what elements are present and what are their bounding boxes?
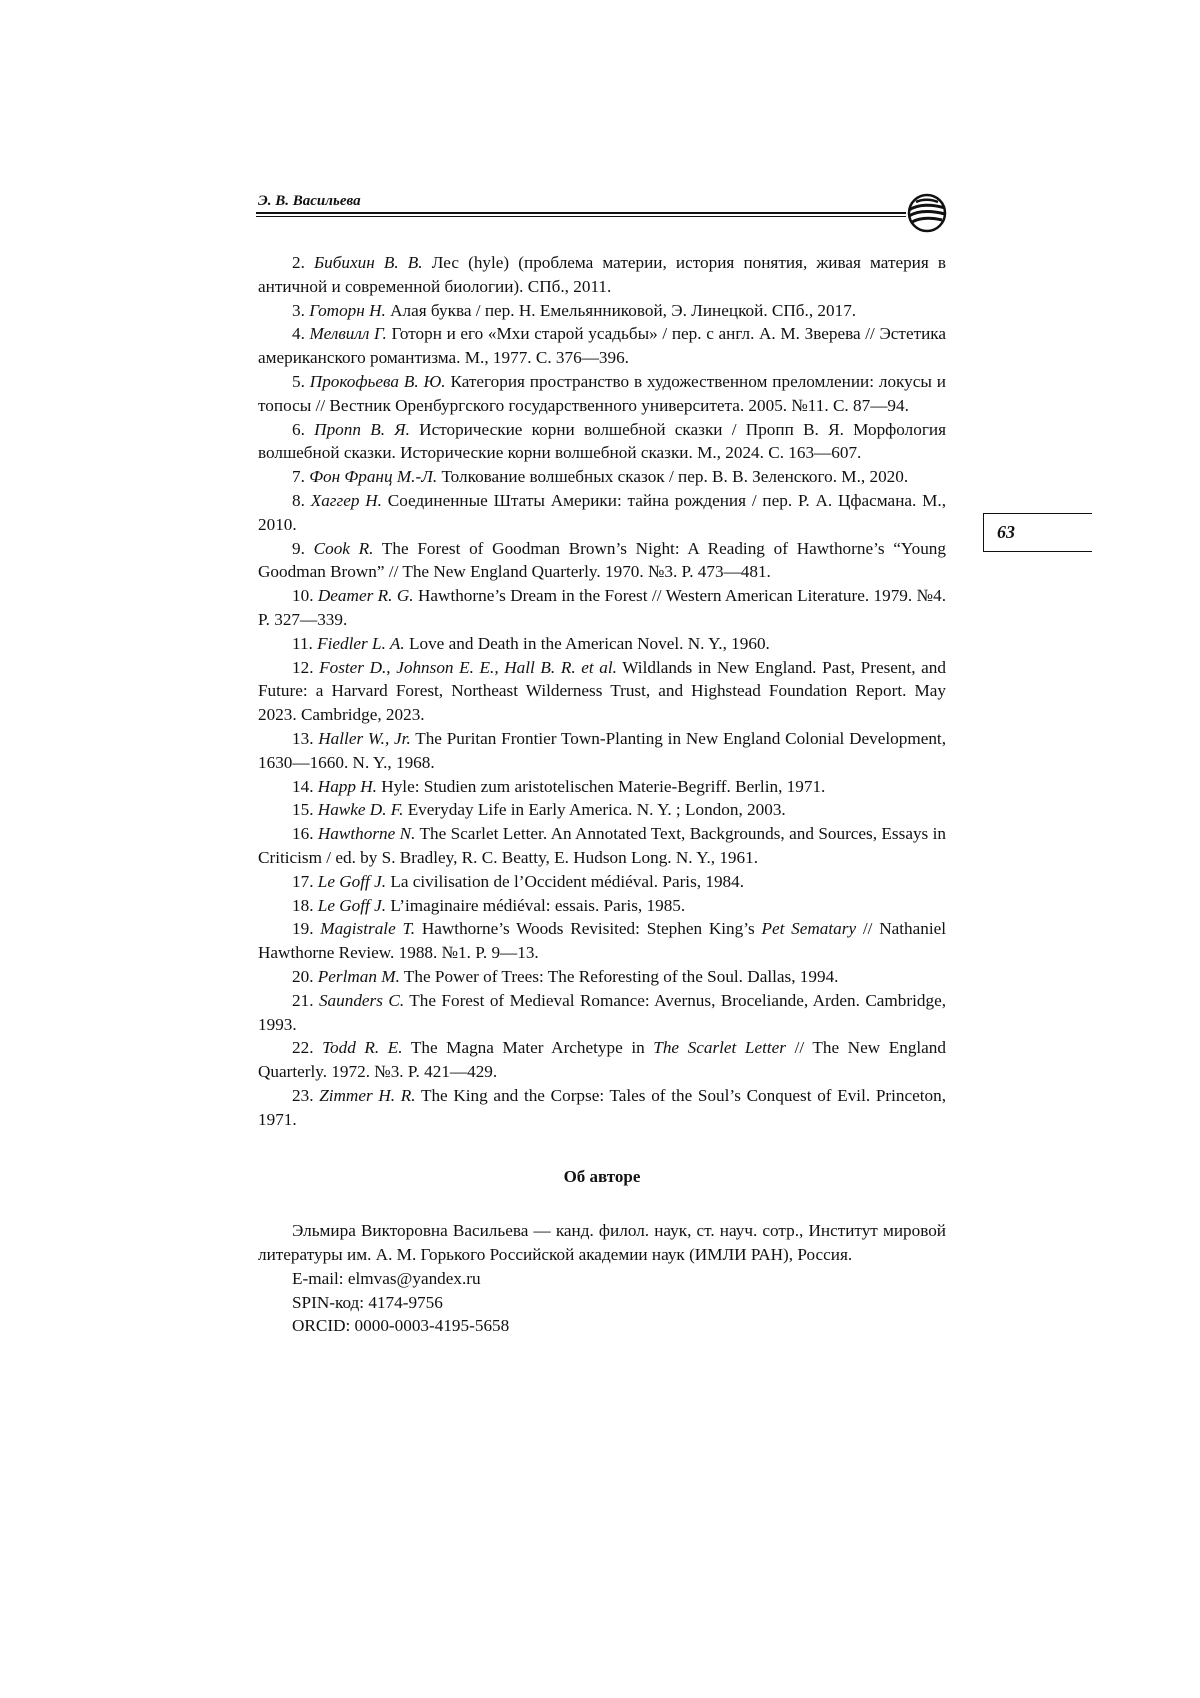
reference-number: 20. (292, 966, 314, 986)
reference-text: Лес (hyle) (проблема материи, история понятия, живая материя в античной и современной биологии). СПб., 2011. (258, 253, 947, 296)
reference-number: 7. (292, 467, 305, 487)
reference-item (258, 537, 946, 585)
reference-text: The Puritan Frontier Town-Planting in New England Colonial Development, 1630—1660. N. Y., 1968. (258, 728, 946, 772)
reference-number: 8. (292, 490, 305, 510)
reference-number: 12. (292, 657, 314, 677)
running-head: Э. В. Васильева (258, 193, 361, 209)
reference-number: 19. (292, 919, 314, 939)
reference-number: 16. (292, 824, 314, 844)
reference-text: Wildlands in New England. Past, Present, and Future: a Harvard Forest, Northeast Wilderness Trust, and Highstead Foundation Report. May 2023. Cambridge, 2023. (258, 657, 946, 725)
reference-author: Прокофьева В. Ю. (309, 371, 446, 391)
reference-text: The Forest of Goodman Brown’s Night: A Reading of Hawthorne’s “Young Goodman Brown” // The New England Quarterly. 1970. №3. P. 473—481. (258, 538, 946, 582)
reference-item (258, 418, 946, 466)
reference-item (258, 870, 946, 894)
reference-text: Соединенные Штаты Америки: тайна рождения / пер. Р. А. Цфасмана. М., 2010. (258, 490, 946, 534)
reference-number: 3. (292, 300, 305, 320)
reference-text: // Nathaniel Hawthorne Review. 1988. №1. P. 9—13. (258, 919, 947, 963)
reference-item (258, 989, 946, 1037)
reference-author: Zimmer H. R. (319, 1085, 416, 1105)
reference-author: Готорн Н. (309, 300, 386, 320)
reference-text: Hawthorne’s Dream in the Forest // Western American Literature. 1979. №4. P. 327—339. (258, 586, 946, 629)
reference-item (258, 1084, 946, 1132)
reference-text: Алая буква / пер. Н. Емельянниковой, Э. Линецкой. СПб., 2017. (390, 300, 857, 320)
reference-author: Пропп В. Я. (314, 419, 410, 439)
reference-text: The Power of Trees: The Reforesting of the Soul. Dallas, 1994. (403, 966, 839, 986)
reference-number: 13. (292, 728, 314, 748)
author-bio: Эльмира Викторовна Васильева — канд. филол. наук, ст. науч. сотр., Институт мировой литературы им. А. М. Горького Российской академии наук (ИМЛИ РАН), Россия. (258, 1221, 946, 1265)
reference-text: The Forest of Medieval Romance: Avernus, Broceliande, Arden. Cambridge, 1993. (258, 990, 946, 1034)
reference-author: Hawthorne N. (317, 824, 416, 844)
reference-item (258, 775, 946, 799)
header-rule (256, 212, 906, 214)
page-number-box (983, 513, 1092, 552)
reference-author: Мелвилл Г. (309, 324, 387, 344)
reference-number: 5. (292, 371, 305, 391)
journal-logo-icon (904, 193, 950, 233)
reference-author: Cook R. (313, 538, 374, 558)
reference-item (258, 894, 946, 918)
reference-number: 14. (292, 776, 314, 796)
reference-item (258, 656, 946, 727)
page-number: 63 (997, 522, 1015, 542)
reference-item (258, 322, 946, 370)
reference-number: 18. (292, 895, 314, 915)
reference-author: Фон Франц М.-Л. (309, 467, 438, 487)
reference-text: Hawthorne’s Woods Revisited: Stephen King’s (421, 919, 755, 939)
reference-author: Perlman M. (317, 966, 400, 986)
reference-item (258, 251, 946, 299)
reference-number: 17. (292, 871, 314, 891)
author-email: E-mail: elmvas@yandex.ru (292, 1268, 481, 1288)
reference-item (258, 299, 946, 323)
reference-author: Todd R. E. (322, 1038, 403, 1058)
reference-text: The King and the Corpse: Tales of the Soul’s Conquest of Evil. Princeton, 1971. (258, 1085, 947, 1129)
reference-number: 11. (292, 633, 313, 653)
reference-author: Le Goff J. (317, 871, 387, 891)
author-orcid: ORCID: 0000-0003-4195-5658 (292, 1316, 510, 1336)
reference-item (258, 584, 946, 632)
header-rule-thin (256, 216, 906, 217)
reference-number: 22. (292, 1038, 314, 1058)
reference-number: 4. (292, 324, 305, 344)
reference-author: Hawke D. F. (317, 800, 404, 820)
reference-text: Категория пространство в художественном преломлении: локусы и топосы // Вестник Оренбургского государственного университета. 2005. №11. С. 87—94. (258, 371, 947, 415)
reference-text: La civilisation de l’Occident médiéval. Paris, 1984. (390, 871, 745, 891)
reference-italic-title: The Scarlet Letter (653, 1038, 786, 1058)
reference-number: 9. (292, 538, 305, 558)
reference-number: 23. (292, 1085, 314, 1105)
reference-number: 10. (292, 586, 314, 606)
reference-item (258, 1036, 946, 1084)
reference-number: 21. (292, 990, 314, 1010)
reference-text: The Magna Mater Archetype in (410, 1038, 645, 1058)
reference-text: Everyday Life in Early America. N. Y. ; London, 2003. (407, 800, 786, 820)
reference-author: Le Goff J. (317, 895, 387, 915)
reference-text: L’imaginaire médiéval: essais. Paris, 1985. (390, 895, 686, 915)
reference-item (258, 727, 946, 775)
reference-number: 6. (292, 419, 305, 439)
reference-author: Saunders C. (318, 990, 405, 1010)
reference-text: Готорн и его «Мхи старой усадьбы» / пер. с англ. А. М. Зверева // Эстетика американского романтизма. М., 1977. С. 376—396. (258, 324, 947, 368)
reference-text: Толкование волшебных сказок / пер. В. В. Зеленского. М., 2020. (441, 467, 909, 487)
reference-item (258, 822, 946, 870)
reference-item (258, 917, 946, 965)
reference-text: // The New England Quarterly. 1972. №3. P. 421—429. (258, 1038, 946, 1082)
reference-item (258, 489, 946, 537)
about-author-title: Об авторе (563, 1167, 641, 1187)
reference-number: 2. (292, 253, 305, 272)
reference-list (258, 251, 946, 1131)
reference-italic-title: Pet Sematary (761, 919, 857, 939)
reference-author: Бибихин В. В. (314, 253, 423, 272)
reference-author: Haller W., Jr. (318, 728, 411, 748)
reference-item (258, 370, 946, 418)
reference-text: The Scarlet Letter. An Annotated Text, Backgrounds, and Sources, Essays in Criticism / ed. by S. Bradley, R. C. Beatty, E. Hudson Long. N. Y., 1961. (258, 824, 946, 867)
reference-item (258, 632, 946, 656)
article-content (258, 251, 946, 1338)
reference-text: Hyle: Studien zum aristotelischen Materie-Begriff. Berlin, 1971. (381, 776, 826, 796)
author-spin: SPIN-код: 4174-9756 (292, 1292, 443, 1312)
reference-item (258, 965, 946, 989)
reference-author: Happ H. (317, 776, 377, 796)
reference-text: Исторические корни волшебной сказки / Пропп В. Я. Морфология волшебной сказки. Исторические корни волшебной сказки. М., 2024. С. 163—607. (258, 419, 947, 463)
reference-number: 15. (292, 800, 314, 820)
reference-author: Fiedler L. A. (317, 633, 405, 653)
reference-author: Magistrale T. (320, 919, 416, 939)
reference-item (258, 465, 946, 489)
reference-author: Foster D., Johnson E. E., Hall B. R. et al. (319, 657, 617, 677)
reference-text: Love and Death in the American Novel. N. Y., 1960. (408, 633, 770, 653)
reference-author: Deamer R. G. (317, 586, 414, 606)
reference-author: Хаггер Н. (310, 490, 382, 510)
reference-item (258, 798, 946, 822)
